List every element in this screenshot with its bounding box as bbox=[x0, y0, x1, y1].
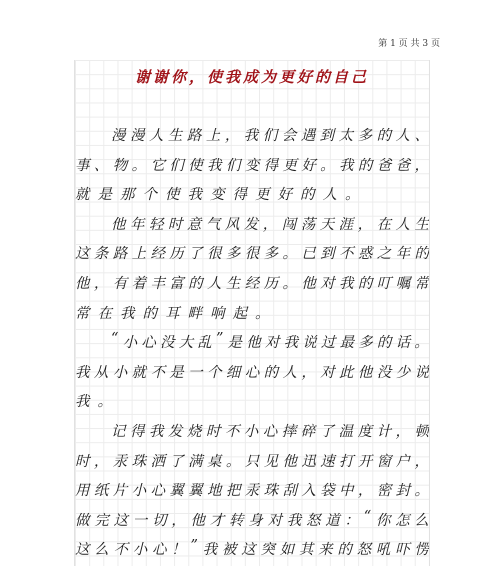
text-line: 就是那个使我变得更好的人。 bbox=[75, 187, 368, 204]
text-line: 他 年 轻 时 意 气 风 发 ， 闯 荡 天 涯 ， 在 人 生 bbox=[111, 216, 429, 233]
text-line: 我。 bbox=[75, 394, 120, 411]
text-line: 记 得 我 发 烧 时 不 小 心 摔 碎 了 温 度 计 ， 顿 bbox=[111, 424, 429, 440]
text-line: 这 条 路 上 经 历 了 很 多 很 多 。 已 到 不 惑 之 年 的 bbox=[75, 246, 429, 263]
text-line: 这 么 不 小 心 ！ ” 我 被 这 突 如 其 来 的 怒 吼 吓 愣 bbox=[75, 538, 429, 559]
text-line: 漫 漫 人 生 路 上 ， 我 们 会 遇 到 太 多 的 人 、 bbox=[111, 128, 429, 144]
text-line: 常在我的耳畔响起。 bbox=[75, 305, 278, 322]
grid-paper bbox=[74, 60, 430, 566]
essay-title: 谢谢你，使我成为更好的自己 bbox=[134, 68, 369, 86]
text-line: 做 完 这 一 切 ， 他 才 转 身 对 我 怒 道 ： “ 你 怎 么 bbox=[75, 508, 429, 529]
page-number: 第 1 页 共 3 页 bbox=[378, 39, 440, 49]
text-line: “ 小 心 没 大 乱 ” 是 他 对 我 说 过 最 多 的 话 。 bbox=[111, 331, 429, 352]
text-line: 他 ， 有 着 丰 富 的 人 生 经 历 。 他 对 我 的 叮 嘱 常 bbox=[75, 276, 429, 292]
text-line: 事 、 物 。 它 们 使 我 们 变 得 更 好 。 我 的 爸 爸 ， bbox=[75, 157, 429, 174]
text-line: 时 ， 汞 珠 洒 了 满 桌 。 只 见 他 迅 速 打 开 窗 户 ， bbox=[75, 453, 429, 470]
text-line: 我 从 小 就 不 是 一 个 细 心 的 人 ， 对 此 他 没 少 说 bbox=[75, 364, 429, 381]
text-line: 用 纸 片 小 心 翼 翼 地 把 汞 珠 刮 入 袋 中 ， 密 封 。 bbox=[75, 483, 429, 500]
